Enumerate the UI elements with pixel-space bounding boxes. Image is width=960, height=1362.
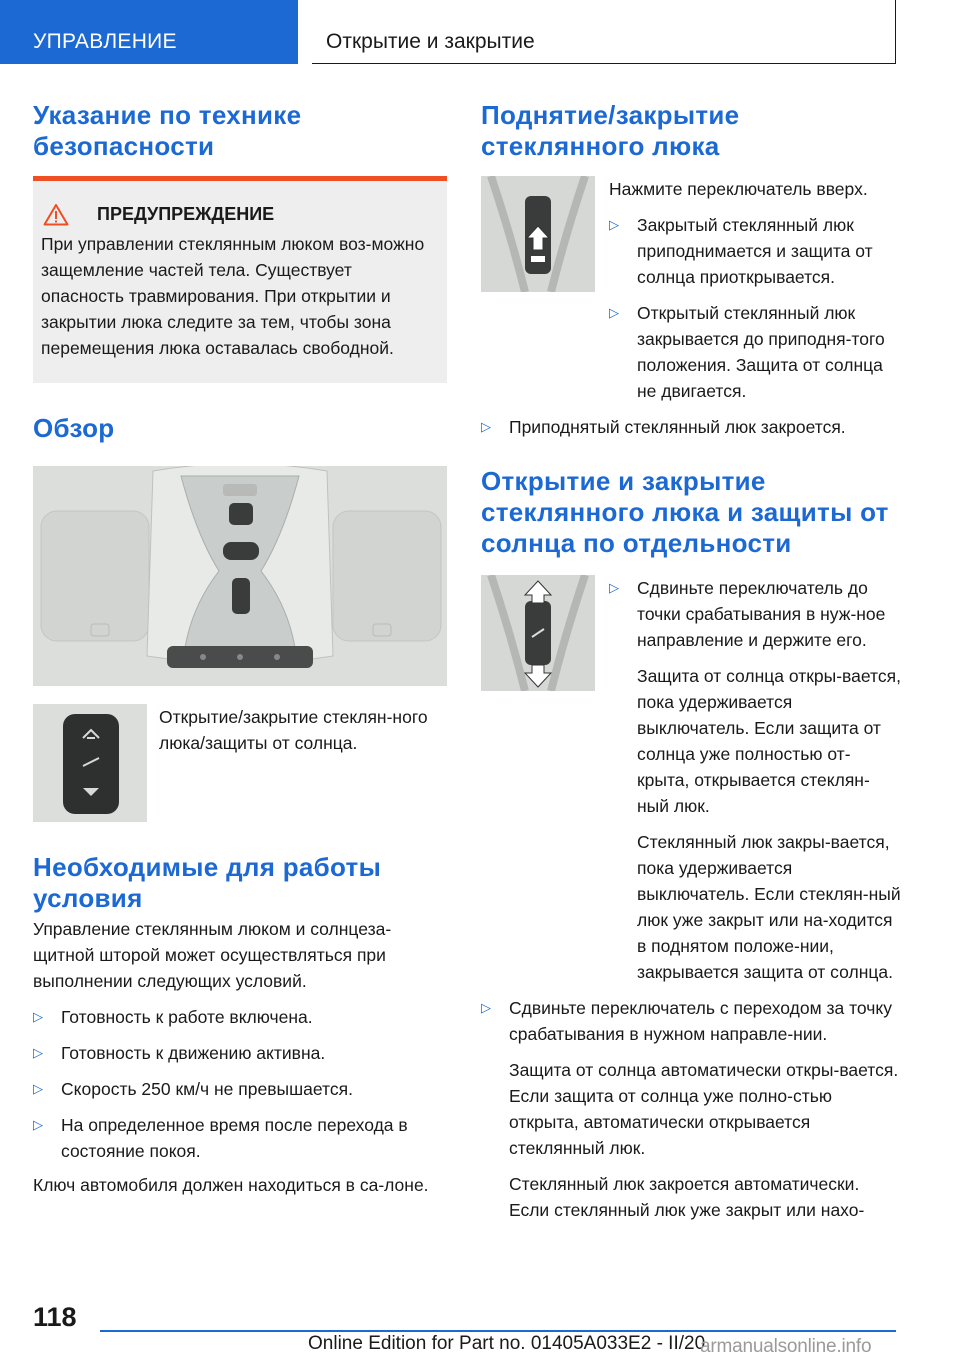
switch-slide-drawing <box>481 575 595 691</box>
overview-heading: Обзор <box>33 413 115 443</box>
switch-up-illustration <box>481 176 595 292</box>
list-item: ▷ Сдвиньте переключатель с переходом за точку срабатывания в нужном направле-нии. Защита от солнца автоматически откры-вается. Если защита от солнца уже полно-стью открыта, автоматически открывается стеклянный люк. Стеклянный люк закроется автоматически. Если стеклянный люк уже закрыт или нахо- <box>481 995 901 1223</box>
switch-closeup-illustration <box>33 704 147 822</box>
sub-paragraph: Защита от солнца автоматически откры-вается. Если защита от солнца уже полно-стью открыта, автоматически открывается стеклянный люк. <box>509 1060 899 1158</box>
roof-console-drawing <box>33 466 447 686</box>
bullet-marker: ▷ <box>33 1009 43 1024</box>
list-item: ▷ Открытый стеклянный люк закрывается до приподня-того положения. Защита от солнца не двигается. <box>609 300 901 404</box>
raise-intro: Нажмите переключатель вверх. <box>609 179 868 199</box>
list-item: ▷ На определенное время после перехода в состояние покоя. <box>33 1112 447 1164</box>
safety-heading: Указание по технике безопасности <box>33 100 302 161</box>
switch-slide-illustration <box>481 575 595 691</box>
raise-text <box>609 176 901 404</box>
raise-list <box>609 212 901 404</box>
raise-heading: Поднятие/закрытие стеклянного люка <box>481 100 740 161</box>
sub-paragraph: Стеклянный люк закроется автоматически. Если стеклянный люк уже закрыт или нахо- <box>509 1174 865 1220</box>
section-tab: УПРАВЛЕНИЕ <box>0 0 298 64</box>
warning-header <box>41 201 437 227</box>
raise-last-list <box>481 414 901 440</box>
left-column <box>33 100 447 1198</box>
bullet-marker: ▷ <box>33 1117 43 1132</box>
bullet-marker: ▷ <box>481 419 491 434</box>
bullet-marker: ▷ <box>609 305 619 320</box>
warning-triangle-icon <box>43 203 69 226</box>
list-item: ▷ Скорость 250 км/ч не превышается. <box>33 1076 447 1102</box>
chapter-title: Открытие и закрытие <box>312 0 896 64</box>
conditions-list <box>33 1004 447 1164</box>
right-column <box>481 100 901 1223</box>
separate-heading: Открытие и закрытие стеклянного люка и защиты от солнца по отдельности <box>481 466 889 558</box>
page-number: 118 <box>33 1302 77 1332</box>
sub-paragraph: Стеклянный люк закры-вается, пока удерживается выключатель. Если стеклян-ный люк уже закрыт или на-ходится в поднятом положе-нии, закрывается защита от солнца. <box>637 832 901 982</box>
edition-note: Online Edition for Part no. 01405A033E2 - II/20 <box>308 1333 706 1354</box>
switch-up-drawing <box>481 176 595 292</box>
watermark-site: armanualsonline.info <box>700 1336 872 1357</box>
list-item: ▷ Готовность к работе включена. <box>33 1004 447 1030</box>
warning-box <box>33 176 447 383</box>
list-item: ▷ Закрытый стеклянный люк приподнимается и защита от солнца приоткрывается. <box>609 212 901 290</box>
warning-label: ПРЕДУПРЕЖДЕНИЕ <box>97 204 275 224</box>
bullet-marker: ▷ <box>33 1045 43 1060</box>
sub-paragraph: Защита от солнца откры-вается, пока удерживается выключатель. Если защита от солнца уже полностью от-крыта, открывается стеклян-ный люк. <box>637 666 901 816</box>
bullet-marker: ▷ <box>481 1000 491 1015</box>
bullet-marker: ▷ <box>609 217 619 232</box>
footer-divider <box>100 1330 896 1332</box>
bullet-marker: ▷ <box>609 580 619 595</box>
switch-drawing <box>33 704 147 822</box>
list-item: ▷ Готовность к движению активна. <box>33 1040 447 1066</box>
separate-row <box>481 575 901 985</box>
roof-console-illustration <box>33 466 447 686</box>
bullet-marker: ▷ <box>33 1081 43 1096</box>
conditions-intro: Управление стеклянным люком и солнцеза-щитной шторой может осуществляться при выполнении следующих условий. <box>33 919 392 991</box>
warning-text: При управлении стеклянным люком воз-можно защемление частей тела. Существует опасность травмирования. При открытии и закрытии люка следите за тем, чтобы зона перемещения люка оставалась свободной. <box>41 234 425 358</box>
switch-row <box>33 704 447 822</box>
raise-row <box>481 176 901 404</box>
key-note: Ключ автомобиля должен находиться в са-лоне. <box>33 1175 429 1195</box>
switch-caption: Открытие/закрытие стеклян-ного люка/защиты от солнца. <box>159 707 428 753</box>
separate-text <box>609 575 901 985</box>
separate-list-2 <box>481 995 901 1223</box>
conditions-heading: Необходимые для работы условия <box>33 852 382 913</box>
list-item: ▷ Приподнятый стеклянный люк закроется. <box>481 414 901 440</box>
list-item: ▷ Сдвиньте переключатель до точки срабатывания в нуж-ное направление и держите его. Защита от солнца откры-вается, пока удерживается выключатель. Если защита от солнца уже полностью от-крыта, открывается стеклян-ный люк. Стеклянный люк закры-вается, пока удерживается выключатель. Если стеклян-ный люк уже закрыт или на-ходится в поднятом положе-нии, закрывается защита от солнца. <box>609 575 901 985</box>
separate-list <box>609 575 901 985</box>
